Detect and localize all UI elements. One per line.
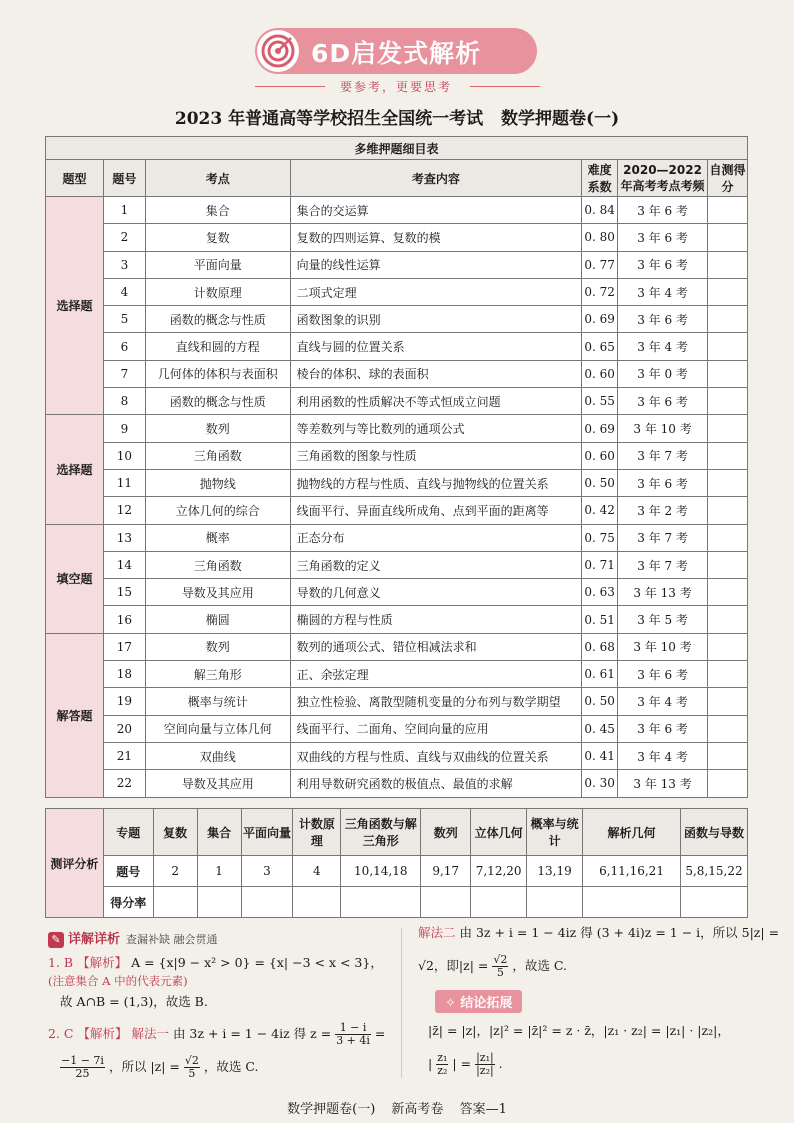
table-row xyxy=(46,661,748,688)
self-score-cell[interactable] xyxy=(708,579,748,606)
pencil-icon: ✎ xyxy=(48,932,64,948)
content: 椭圆的方程与性质 xyxy=(290,606,582,633)
table-row xyxy=(46,551,748,578)
solutions-header xyxy=(48,928,218,948)
self-score-cell[interactable] xyxy=(708,333,748,360)
frequency: 3 年 10 考 xyxy=(618,415,708,442)
table-row xyxy=(46,524,748,551)
difficulty: 0. 71 xyxy=(582,551,618,578)
topic: 抛物线 xyxy=(145,469,290,496)
column-header: 考查内容 xyxy=(290,160,582,197)
content: 独立性检验、离散型随机变量的分布列与数学期望 xyxy=(290,688,582,715)
question-number: 16 xyxy=(103,606,145,633)
q2-mid: ，所以 |z| = xyxy=(108,1059,180,1074)
topic: 导数及其应用 xyxy=(145,579,290,606)
question-number: 12 xyxy=(103,497,145,524)
q2-text: 由 3z + i = 1 − 4iz 得 z = xyxy=(172,1026,332,1041)
eval-topic: 三角函数与解三角形 xyxy=(341,809,421,856)
table-row xyxy=(46,715,748,742)
self-score-cell[interactable] xyxy=(708,524,748,551)
subtitle-rule-left xyxy=(255,86,325,87)
table-row xyxy=(46,469,748,496)
eval-number: 5,8,15,22 xyxy=(680,856,747,887)
exam-title: 2023 年普通高等学校招生全国统一考试 xyxy=(174,109,484,129)
column-header: 题型 xyxy=(46,160,104,197)
content: 利用导数研究函数的极值点、最值的求解 xyxy=(290,770,582,797)
score-rate-cell[interactable] xyxy=(241,887,293,918)
frequency: 3 年 13 考 xyxy=(618,770,708,797)
score-rate-cell[interactable] xyxy=(583,887,681,918)
difficulty: 0. 75 xyxy=(582,524,618,551)
difficulty: 0. 50 xyxy=(582,469,618,496)
frequency: 3 年 4 考 xyxy=(618,278,708,305)
eval-number: 7,12,20 xyxy=(471,856,527,887)
topic: 三角函数 xyxy=(145,551,290,578)
topic: 数列 xyxy=(145,633,290,660)
table-row xyxy=(46,442,748,469)
table-row xyxy=(46,633,748,660)
frequency: 3 年 5 考 xyxy=(618,606,708,633)
table-row xyxy=(46,497,748,524)
self-score-cell[interactable] xyxy=(708,606,748,633)
frequency: 3 年 6 考 xyxy=(618,197,708,224)
difficulty: 0. 61 xyxy=(582,661,618,688)
q2-tag: 【解析】 xyxy=(77,1026,128,1041)
column-divider xyxy=(401,928,402,1078)
q2-fraction-3: $\frac{√2}{5}$ xyxy=(184,1054,199,1080)
topic: 概率与统计 xyxy=(145,688,290,715)
content: 等差数列与等比数列的通项公式 xyxy=(290,415,582,442)
difficulty: 0. 69 xyxy=(582,415,618,442)
ext-end: . xyxy=(498,1056,503,1071)
eval-number: 6,11,16,21 xyxy=(583,856,681,887)
question-number: 11 xyxy=(103,469,145,496)
table-row xyxy=(46,360,748,387)
question-type: 填空题 xyxy=(46,524,104,633)
topic: 立体几何的综合 xyxy=(145,497,290,524)
content: 三角函数的图象与性质 xyxy=(290,442,582,469)
eval-topic: 解析几何 xyxy=(583,809,681,856)
question-number: 14 xyxy=(103,551,145,578)
footer-page: 答案—1 xyxy=(459,1102,507,1117)
question-number: 10 xyxy=(103,442,145,469)
self-score-cell[interactable] xyxy=(708,770,748,797)
question-number: 17 xyxy=(103,633,145,660)
table-row xyxy=(46,306,748,333)
question-number: 8 xyxy=(103,388,145,415)
q1-label: 1. B xyxy=(48,955,74,970)
frequency: 3 年 10 考 xyxy=(618,633,708,660)
method2-fraction: $\frac{√2}{5}$ xyxy=(493,953,508,979)
question-number: 7 xyxy=(103,360,145,387)
eval-label: 得分率 xyxy=(103,887,153,918)
q2-fraction-1: $\frac{1 - i}{3 + 4i}$ xyxy=(336,1021,370,1047)
paper-title: 数学押题卷(一) xyxy=(501,109,620,129)
content: 向量的线性运算 xyxy=(290,251,582,278)
question-number: 6 xyxy=(103,333,145,360)
topic: 三角函数 xyxy=(145,442,290,469)
frequency: 3 年 6 考 xyxy=(618,388,708,415)
table-row xyxy=(46,278,748,305)
question-number: 9 xyxy=(103,415,145,442)
ext-fraction-1: $\frac{\text{z₁}}{\text{z₂}}$ xyxy=(437,1051,448,1077)
content: 直线与圆的位置关系 xyxy=(290,333,582,360)
column-header: 自测得分 xyxy=(708,160,748,197)
topic: 计数原理 xyxy=(145,278,290,305)
eval-number-row xyxy=(46,856,748,887)
self-score-cell[interactable] xyxy=(708,633,748,660)
eval-score-row xyxy=(46,887,748,918)
question-type: 选择题 xyxy=(46,415,104,524)
eval-number: 9,17 xyxy=(421,856,471,887)
content: 数列的通项公式、错位相减法求和 xyxy=(290,633,582,660)
eval-label: 专题 xyxy=(103,809,153,856)
topic: 数列 xyxy=(145,415,290,442)
eval-topic: 概率与统计 xyxy=(527,809,583,856)
score-rate-cell[interactable] xyxy=(680,887,747,918)
topic: 椭圆 xyxy=(145,606,290,633)
ext-fraction-2: $\frac{\text{|z₁|}}{\text{|z₂|}}$ xyxy=(476,1051,494,1077)
difficulty: 0. 51 xyxy=(582,606,618,633)
difficulty: 0. 45 xyxy=(582,715,618,742)
eval-number: 3 xyxy=(241,856,293,887)
document-title xyxy=(0,104,794,129)
target-icon xyxy=(257,30,299,72)
sparkle-icon: ✧ xyxy=(445,996,461,1011)
table-caption: 多维押题细目表 xyxy=(46,137,748,160)
table-row xyxy=(46,333,748,360)
frequency: 3 年 4 考 xyxy=(618,688,708,715)
question-number: 13 xyxy=(103,524,145,551)
score-rate-cell[interactable] xyxy=(341,887,421,918)
evaluation-table xyxy=(45,808,748,918)
topic: 几何体的体积与表面积 xyxy=(145,360,290,387)
q2-line1 xyxy=(48,1022,385,1047)
question-number: 19 xyxy=(103,688,145,715)
q2-equals: = xyxy=(374,1026,386,1041)
score-rate-cell[interactable] xyxy=(293,887,341,918)
q2-fraction-2: $\frac{-1 - 7i}{25}$ xyxy=(61,1054,104,1080)
self-score-cell[interactable] xyxy=(708,497,748,524)
difficulty: 0. 72 xyxy=(582,278,618,305)
table-row xyxy=(46,688,748,715)
topic: 直线和圆的方程 xyxy=(145,333,290,360)
banner-title: 6D启发式解析 xyxy=(311,39,482,68)
q1-line2: 故 A∩B = (1,3)，故选 B. xyxy=(60,994,208,1009)
method2-line2 xyxy=(418,954,567,979)
content: 集合的交运算 xyxy=(290,197,582,224)
banner-subtitle: 要参考，更要思考 xyxy=(340,80,453,94)
table-row xyxy=(46,579,748,606)
eval-topic: 计数原理 xyxy=(293,809,341,856)
content: 正、余弦定理 xyxy=(290,661,582,688)
method2-line1 xyxy=(418,924,779,942)
difficulty: 0. 60 xyxy=(582,442,618,469)
difficulty: 0. 65 xyxy=(582,333,618,360)
difficulty: 0. 30 xyxy=(582,770,618,797)
question-type: 解答题 xyxy=(46,633,104,797)
column-header: 难度系数 xyxy=(582,160,618,197)
frequency: 3 年 6 考 xyxy=(618,306,708,333)
frequency: 3 年 7 考 xyxy=(618,524,708,551)
score-rate-cell[interactable] xyxy=(197,887,241,918)
eval-number: 13,19 xyxy=(527,856,583,887)
q1-text: A = {x|9 − x² > 0} = {x| −3 < x < 3}， xyxy=(131,955,383,970)
extension-line2 xyxy=(428,1052,503,1077)
self-score-cell[interactable] xyxy=(708,224,748,251)
topic: 集合 xyxy=(145,197,290,224)
frequency: 3 年 6 考 xyxy=(618,469,708,496)
content: 复数的四则运算、复数的模 xyxy=(290,224,582,251)
self-score-cell[interactable] xyxy=(708,306,748,333)
self-score-cell[interactable] xyxy=(708,688,748,715)
score-rate-cell[interactable] xyxy=(421,887,471,918)
method2-text: 由 3z + i = 1 − 4iz 得 (3 + 4i)z = 1 − i，所以 5|z| = xyxy=(459,925,780,940)
frequency: 3 年 6 考 xyxy=(618,224,708,251)
q1-note: (注意集合 A 中的代表元素) xyxy=(48,974,188,988)
content: 线面平行、异面直线所成角、点到平面的距离等 xyxy=(290,497,582,524)
table-row xyxy=(46,388,748,415)
eval-topic: 函数与导数 xyxy=(680,809,747,856)
eval-topic: 数列 xyxy=(421,809,471,856)
self-score-cell[interactable] xyxy=(708,278,748,305)
frequency: 3 年 7 考 xyxy=(618,442,708,469)
question-number: 4 xyxy=(103,278,145,305)
question-number: 2 xyxy=(103,224,145,251)
content: 二项式定理 xyxy=(290,278,582,305)
q1-line1 xyxy=(48,954,383,972)
solutions-title: 详解详析 xyxy=(68,932,121,947)
difficulty: 0. 77 xyxy=(582,251,618,278)
ext-bar: | xyxy=(428,1056,433,1071)
solutions-subtitle: 查漏补缺 融会贯通 xyxy=(126,933,218,946)
frequency: 3 年 6 考 xyxy=(618,715,708,742)
self-score-cell[interactable] xyxy=(708,742,748,769)
difficulty: 0. 42 xyxy=(582,497,618,524)
difficulty: 0. 41 xyxy=(582,742,618,769)
column-header: 2020—2022 年高考考点考频 xyxy=(618,160,708,197)
frequency: 3 年 4 考 xyxy=(618,333,708,360)
self-score-cell[interactable] xyxy=(708,551,748,578)
topic: 平面向量 xyxy=(145,251,290,278)
topic: 双曲线 xyxy=(145,742,290,769)
column-header: 考点 xyxy=(145,160,290,197)
q2-label: 2. C xyxy=(48,1026,74,1041)
topic: 函数的概念与性质 xyxy=(145,306,290,333)
topic: 复数 xyxy=(145,224,290,251)
content: 双曲线的方程与性质、直线与双曲线的位置关系 xyxy=(290,742,582,769)
table-row xyxy=(46,770,748,797)
eval-topic: 集合 xyxy=(197,809,241,856)
method2-part-b: ，故选 C. xyxy=(512,958,567,973)
difficulty: 0. 68 xyxy=(582,633,618,660)
question-number: 22 xyxy=(103,770,145,797)
topic: 解三角形 xyxy=(145,661,290,688)
q2-line2 xyxy=(60,1055,258,1080)
footer-paper: 数学押题卷(一) xyxy=(287,1102,376,1117)
frequency: 3 年 6 考 xyxy=(618,661,708,688)
frequency: 3 年 13 考 xyxy=(618,579,708,606)
extension-line1: |z̄| = |z|，|z|² = |z̄|² = z · z̄，|z₁ · z₂| = |z₁| · |z₂|， xyxy=(428,1023,730,1038)
frequency: 3 年 4 考 xyxy=(618,742,708,769)
content: 线面平行、二面角、空间向量的应用 xyxy=(290,715,582,742)
subtitle-rule-right xyxy=(470,86,540,87)
self-score-cell[interactable] xyxy=(708,388,748,415)
eval-number: 10,14,18 xyxy=(341,856,421,887)
difficulty: 0. 80 xyxy=(582,224,618,251)
content: 抛物线的方程与性质、直线与抛物线的位置关系 xyxy=(290,469,582,496)
difficulty: 0. 60 xyxy=(582,360,618,387)
question-type: 选择题 xyxy=(46,197,104,415)
score-rate-cell[interactable] xyxy=(527,887,583,918)
question-breakdown-table xyxy=(45,136,748,798)
eval-topic-row xyxy=(46,809,748,856)
difficulty: 0. 55 xyxy=(582,388,618,415)
question-number: 21 xyxy=(103,742,145,769)
content: 三角函数的定义 xyxy=(290,551,582,578)
q2-end: ，故选 C. xyxy=(203,1059,259,1074)
ext-mid: | = xyxy=(452,1056,472,1071)
frequency: 3 年 2 考 xyxy=(618,497,708,524)
self-score-cell[interactable] xyxy=(708,197,748,224)
content: 利用函数的性质解决不等式恒成立问题 xyxy=(290,388,582,415)
score-rate-cell[interactable] xyxy=(471,887,527,918)
frequency: 3 年 6 考 xyxy=(618,251,708,278)
content: 棱台的体积、球的表面积 xyxy=(290,360,582,387)
content: 导数的几何意义 xyxy=(290,579,582,606)
score-rate-cell[interactable] xyxy=(153,887,197,918)
question-number: 3 xyxy=(103,251,145,278)
topic: 概率 xyxy=(145,524,290,551)
frequency: 3 年 0 考 xyxy=(618,360,708,387)
eval-number: 2 xyxy=(153,856,197,887)
self-score-cell[interactable] xyxy=(708,251,748,278)
table-row xyxy=(46,415,748,442)
question-number: 20 xyxy=(103,715,145,742)
q2-method: 解法一 xyxy=(131,1026,169,1041)
self-score-cell[interactable] xyxy=(708,469,748,496)
question-number: 5 xyxy=(103,306,145,333)
table-row xyxy=(46,606,748,633)
conclusion-extension-label: 结论拓展 xyxy=(460,996,513,1011)
difficulty: 0. 50 xyxy=(582,688,618,715)
question-number: 18 xyxy=(103,661,145,688)
topic: 函数的概念与性质 xyxy=(145,388,290,415)
eval-lead: 测评分析 xyxy=(46,809,104,918)
eval-number: 4 xyxy=(293,856,341,887)
self-score-cell[interactable] xyxy=(708,442,748,469)
eval-topic: 复数 xyxy=(153,809,197,856)
eval-topic: 立体几何 xyxy=(471,809,527,856)
method2-part-a: √2，即|z| = xyxy=(418,958,489,973)
conclusion-extension-tag xyxy=(435,990,522,1013)
question-number: 1 xyxy=(103,197,145,224)
method2-label: 解法二 xyxy=(418,925,456,940)
question-number: 15 xyxy=(103,579,145,606)
table-header-row xyxy=(46,160,748,197)
content: 函数图象的识别 xyxy=(290,306,582,333)
page-footer xyxy=(0,1098,794,1117)
self-score-cell[interactable] xyxy=(708,715,748,742)
difficulty: 0. 69 xyxy=(582,306,618,333)
eval-label: 题号 xyxy=(103,856,153,887)
table-row xyxy=(46,224,748,251)
difficulty: 0. 63 xyxy=(582,579,618,606)
difficulty: 0. 84 xyxy=(582,197,618,224)
table-row xyxy=(46,251,748,278)
content: 正态分布 xyxy=(290,524,582,551)
table-row xyxy=(46,197,748,224)
self-score-cell[interactable] xyxy=(708,360,748,387)
self-score-cell[interactable] xyxy=(708,415,748,442)
q1-tag: 【解析】 xyxy=(77,955,128,970)
self-score-cell[interactable] xyxy=(708,661,748,688)
eval-number: 1 xyxy=(197,856,241,887)
table-row xyxy=(46,742,748,769)
eval-topic: 平面向量 xyxy=(241,809,293,856)
header-banner xyxy=(255,28,537,74)
footer-edition: 新高考卷 xyxy=(391,1102,444,1117)
topic: 导数及其应用 xyxy=(145,770,290,797)
frequency: 3 年 7 考 xyxy=(618,551,708,578)
topic: 空间向量与立体几何 xyxy=(145,715,290,742)
column-header: 题号 xyxy=(103,160,145,197)
